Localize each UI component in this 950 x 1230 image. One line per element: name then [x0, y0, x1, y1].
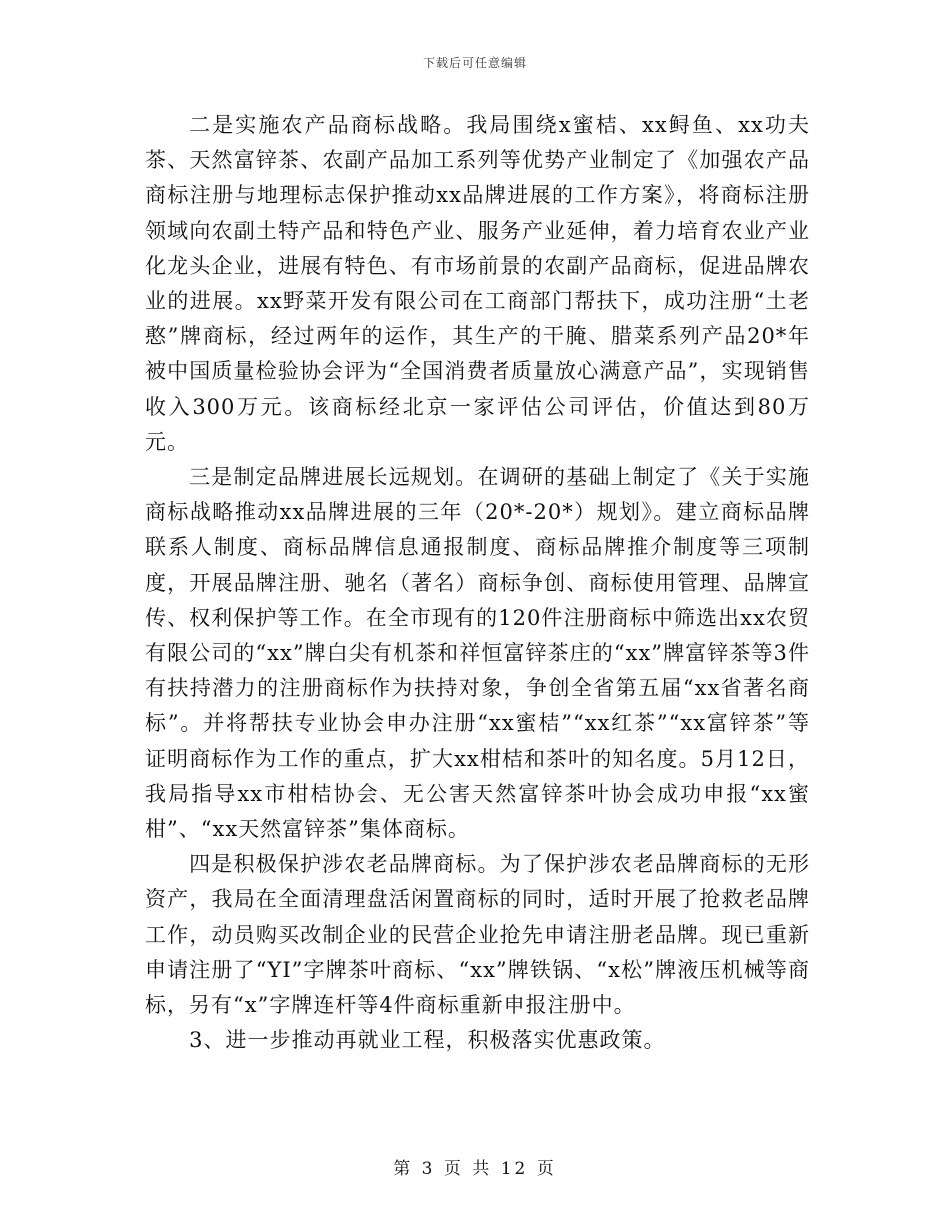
page-number: 第 3 页 共 12 页 — [393, 1159, 557, 1179]
paragraph-old-brand-protection: 四是积极保护涉农老品牌商标。为了保护涉农老品牌商标的无形资产，我局在全面清理盘活闲置商标的同时，适时开展了抢救老品牌工作，动员购买改制企业的民营企业抢先申请注册老品牌。现已重新申请注册了“YI”字牌茶叶商标、“xx”牌铁锅、“x松”牌液压机械等商标，另有“x”字牌连杆等4件商标重新申报注册中。 — [145, 852, 810, 1018]
paragraph-trademark-strategy: 二是实施农产品商标战略。我局围绕x蜜桔、xx鲟鱼、xx功夫茶、天然富锌茶、农副产品加工系列等优势产业制定了《加强农产品商标注册与地理标志保护推动xx品牌进展的工作方案》，将商标注册领域向农副土特产品和特色产业、服务产业延伸，着力培育农业产业化龙头企业，进展有特色、有市场前景的农副产品商标，促进品牌农业的进展。xx野菜开发有限公司在工商部门帮扶下，成功注册“土老憨”牌商标，经过两年的运作，其生产的干腌、腊菜系列产品20*年被中国质量检验协会评为“全国消费者质量放心满意产品”，实现销售收入300万元。该商标经北京一家评估公司评估，价值达到80万元。 — [145, 113, 810, 454]
paragraph-brand-plan: 三是制定品牌进展长远规划。在调研的基础上制定了《关于实施商标战略推动xx品牌进展的三年（20*-20*）规划》。建立商标品牌联系人制度、商标品牌信息通报制度、商标品牌推介制度等三项制度，开展品牌注册、驰名（著名）商标争创、商标使用管理、品牌宣传、权利保护等工作。在全市现有的120件注册商标中筛选出xx农贸有限公司的“xx”牌白尖有机茶和祥恒富锌茶庄的“xx”牌富锌茶等3件有扶持潜力的注册商标作为扶持对象，争创全省第五届“xx省著名商标”。并将帮扶专业协会申办注册“xx蜜桔”“xx红茶”“xx富锌茶”等证明商标作为工作的重点，扩大xx柑桔和茶叶的知名度。5月12日，我局指导xx市柑桔协会、无公害天然富锌茶叶协会成功申报“xx蜜柑”、“xx天然富锌茶”集体商标。 — [145, 465, 810, 842]
header-note: 下载后可任意编辑 — [422, 56, 527, 70]
document-body — [145, 108, 810, 1058]
paragraph-reemployment-heading: 3、进一步推动再就业工程，积极落实优惠政策。 — [189, 1028, 666, 1053]
